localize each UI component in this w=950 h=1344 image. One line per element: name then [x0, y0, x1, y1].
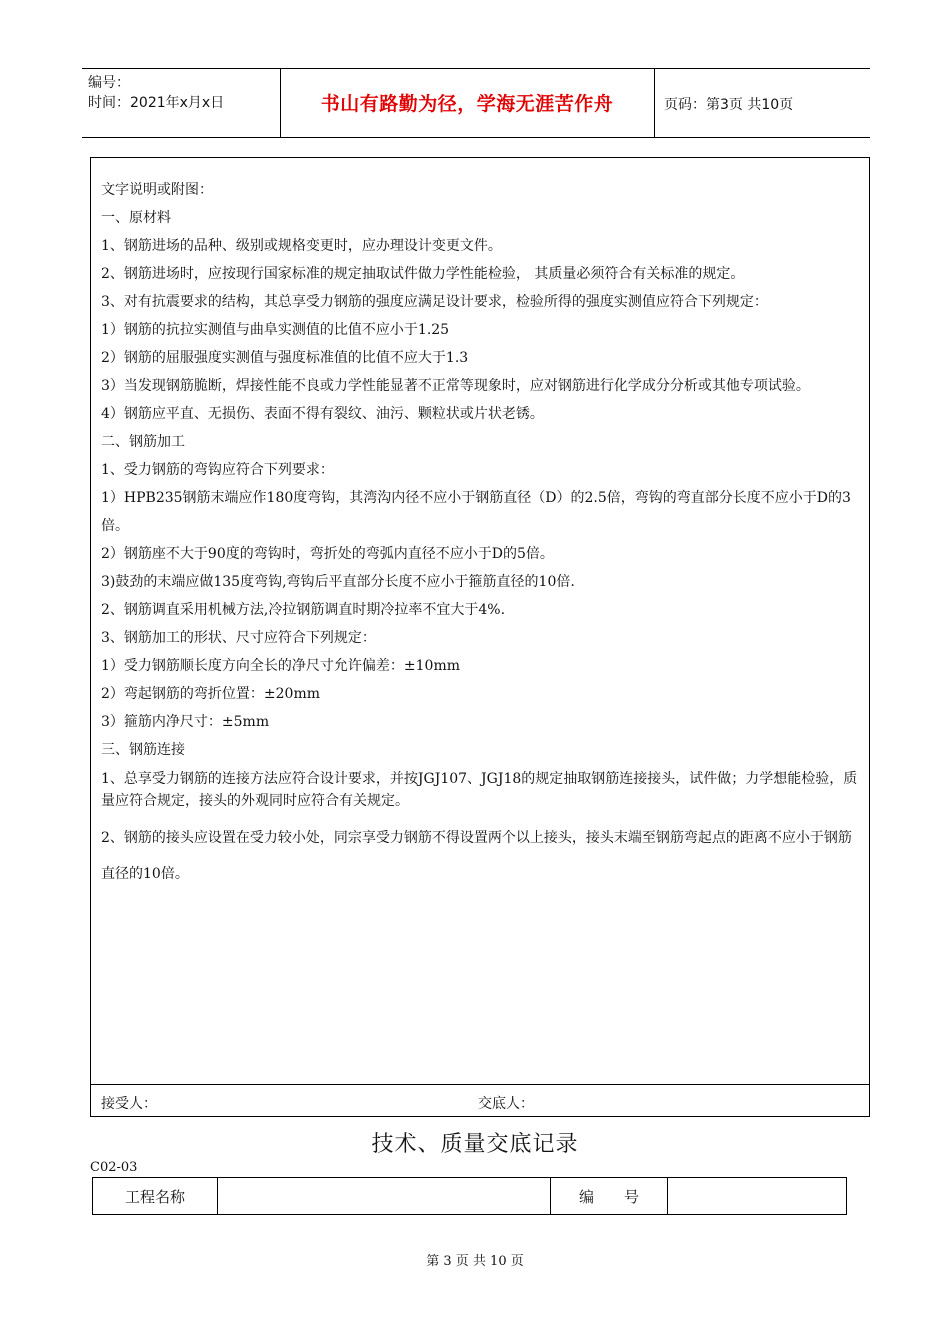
page-header: [82, 68, 870, 138]
content-line: 4）钢筋应平直、无损伤、表面不得有裂纹、油污、颗粒状或片状老锈。: [101, 406, 544, 422]
content-line: 2）钢筋的屈服强度实测值与强度标准值的比值不应大于1.3: [101, 350, 469, 366]
time-label: 时间：2021年x月x日: [88, 95, 225, 111]
motto: 书山有路勤为径，学海无涯苦作舟: [320, 93, 614, 115]
document-title: 技术、质量交底记录: [371, 1132, 579, 1157]
project-info-table: [92, 1177, 847, 1215]
discloser-label: 交底人：: [478, 1096, 534, 1112]
page-footer: 第 3 页 共 10 页: [426, 1254, 524, 1269]
content-line: 2、钢筋调直采用机械方法,冷拉钢筋调直时期冷拉率不宜大于4%.: [101, 602, 506, 618]
content-line: 3）当发现钢筋脆断，焊接性能不良或力学性能显著不正常等现象时，应对钢筋进行化学成分分析或其他专项试验。: [101, 378, 810, 394]
content-line: 1、钢筋进场的品种、级别或规格变更时，应办理设计变更文件。: [101, 238, 502, 254]
number-field[interactable]: [668, 1178, 847, 1215]
page-info: 页码：第3页 共10页: [664, 97, 794, 113]
content-text: [101, 176, 861, 892]
signature-divider: [91, 1084, 869, 1085]
content-line: 3、对有抗震要求的结构，其总享受力钢筋的强度应满足设计要求，检验所得的强度实测值应符合下列规定：: [101, 294, 768, 310]
content-line: 三、钢筋连接: [101, 742, 185, 758]
content-line: 1、受力钢筋的弯钩应符合下列要求：: [101, 462, 334, 478]
content-line: 2）弯起钢筋的弯折位置：±20mm: [101, 686, 321, 702]
number-label: 编号：: [88, 75, 130, 91]
project-name-label: 工程名称: [93, 1178, 218, 1215]
content-line: 2）钢筋座不大于90度的弯钩时，弯折处的弯弧内直径不应小于D的5倍。: [101, 546, 554, 562]
receiver-label: 接受人：: [101, 1096, 157, 1112]
content-line: 1、总享受力钢筋的连接方法应符合设计要求，并按JGJ107、JGJ18的规定抽取钢筋连接接头，试件做；力学想能检验，质量应符合规定，接头的外观同时应符合有关规定。: [101, 771, 858, 809]
number-field-label: 编 号: [551, 1178, 668, 1215]
content-line: 1）HPB235钢筋末端应作180度弯钩，其湾沟内径不应小于钢筋直径（D）的2.5倍，弯钩的弯直部分长度不应小于D的3倍。: [101, 490, 851, 534]
content-line: 3、钢筋加工的形状、尺寸应符合下列规定：: [101, 630, 376, 646]
content-line: 3）箍筋内净尺寸：±5mm: [101, 714, 270, 730]
header-meta: [88, 73, 224, 113]
content-line: 二、钢筋加工: [101, 434, 185, 450]
content-line: 一、原材料: [101, 210, 171, 226]
content-line: 3)鼓劲的末端应做135度弯钩,弯钩后平直部分长度不应小于箍筋直径的10倍.: [101, 574, 575, 590]
content-line: 1）钢筋的抗拉实测值与曲阜实测值的比值不应小于1.25: [101, 322, 450, 338]
form-code: C02-03: [90, 1160, 138, 1175]
header-divider: [654, 69, 655, 137]
content-line: 1）受力钢筋顺长度方向全长的净尺寸允许偏差：±10mm: [101, 658, 461, 674]
project-name-field[interactable]: [218, 1178, 551, 1215]
content-line: 2、钢筋的接头应设置在受力较小处，同宗享受力钢筋不得设置两个以上接头，接头末端至钢筋弯起点的距离不应小于钢筋直径的10倍。: [101, 830, 852, 882]
content-heading: 文字说明或附图：: [101, 182, 213, 198]
content-line: 2、钢筋进场时，应按现行国家标准的规定抽取试件做力学性能检验， 其质量必须符合有关标准的规定。: [101, 266, 745, 282]
content-box: [90, 157, 870, 1117]
